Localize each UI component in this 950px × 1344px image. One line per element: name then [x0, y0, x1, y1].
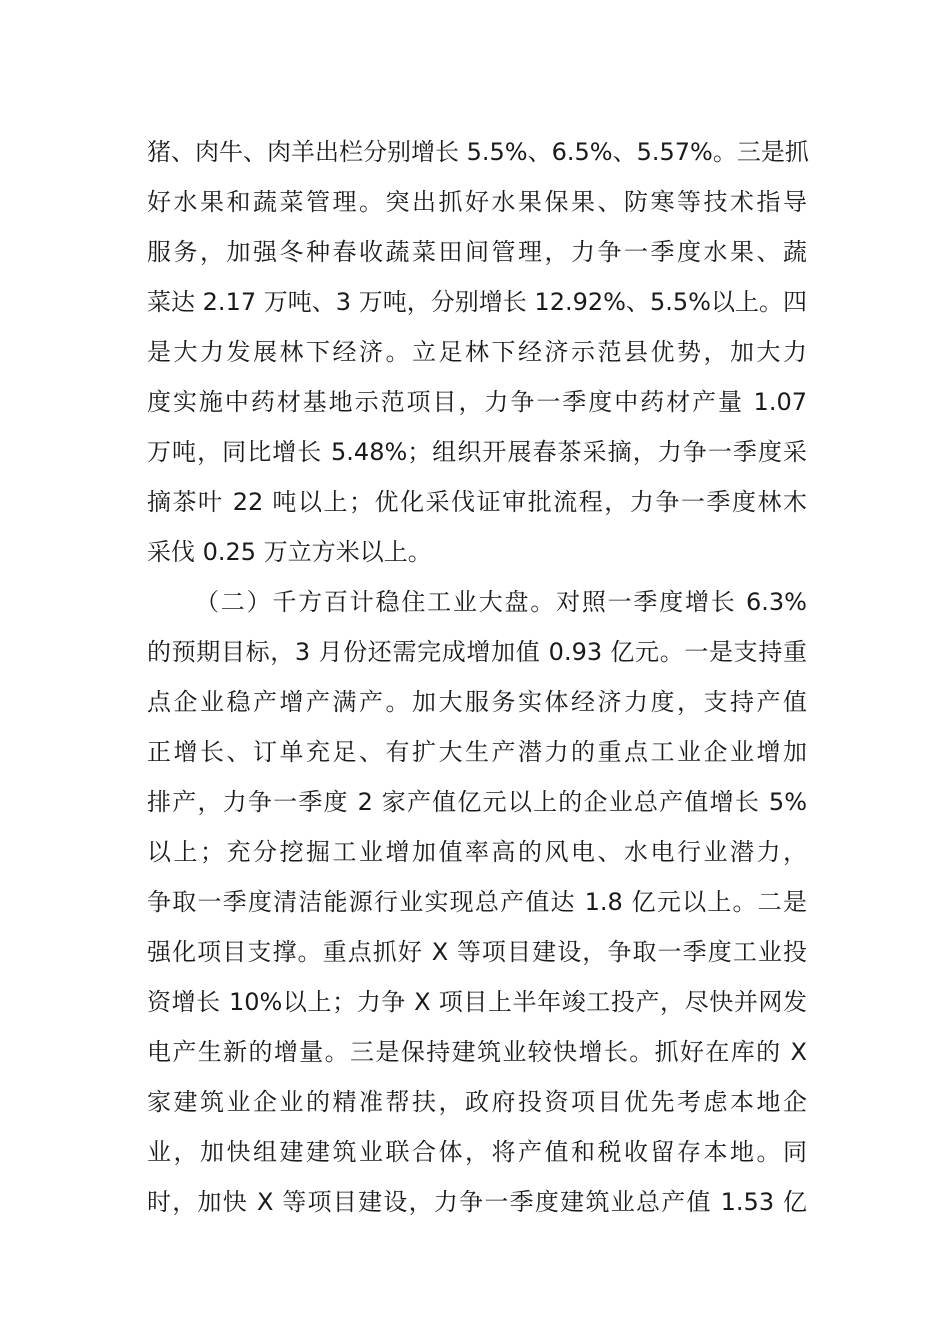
text-line: 度实施中药材基地示范项目，力争一季度中药材产量 1.07 — [147, 388, 807, 416]
text-line: 好水果和蔬菜管理。突出抓好水果保果、防寒等技术指导 — [147, 188, 807, 216]
text-line: 服务，加强冬种春收蔬菜田间管理，力争一季度水果、蔬 — [147, 238, 807, 266]
text-line: 时，加快 X 等项目建设，力争一季度建筑业总产值 1.53 亿 — [147, 1188, 807, 1216]
text-line: 的预期目标，3 月份还需完成增加值 0.93 亿元。一是支持重 — [147, 638, 807, 666]
text-line: 是大力发展林下经济。立足林下经济示范县优势，加大力 — [147, 338, 807, 366]
text-line: 排产，力争一季度 2 家产值亿元以上的企业总产值增长 5% — [147, 788, 807, 816]
text-line: 资增长 10%以上；力争 X 项目上半年竣工投产，尽快并网发 — [147, 988, 807, 1016]
text-line: 家建筑业企业的精准帮扶，政府投资项目优先考虑本地企 — [147, 1088, 807, 1116]
section-heading-line: （二）千方百计稳住工业大盘。对照一季度增长 6.3% — [195, 588, 807, 616]
text-line: 正增长、订单充足、有扩大生产潜力的重点工业企业增加 — [147, 738, 807, 766]
text-line: 猪、肉牛、肉羊出栏分别增长 5.5%、6.5%、5.57%。三是抓 — [147, 138, 809, 166]
text-line: 点企业稳产增产满产。加大服务实体经济力度，支持产值 — [147, 688, 807, 716]
text-line: 以上；充分挖掘工业增加值率高的风电、水电行业潜力， — [147, 838, 807, 866]
text-line: 采伐 0.25 万立方米以上。 — [147, 538, 432, 566]
text-line: 争取一季度清洁能源行业实现总产值达 1.8 亿元以上。二是 — [147, 888, 807, 916]
text-line: 电产生新的增量。三是保持建筑业较快增长。抓好在库的 X — [147, 1038, 807, 1066]
text-line: 万吨，同比增长 5.48%；组织开展春茶采摘，力争一季度采 — [147, 438, 807, 466]
text-line: 摘茶叶 22 吨以上；优化采伐证审批流程，力争一季度林木 — [147, 488, 807, 516]
text-line: 菜达 2.17 万吨、3 万吨，分别增长 12.92%、5.5%以上。四 — [147, 288, 807, 316]
text-line: 强化项目支撑。重点抓好 X 等项目建设，争取一季度工业投 — [147, 938, 807, 966]
text-line: 业，加快组建建筑业联合体，将产值和税收留存本地。同 — [147, 1138, 807, 1166]
